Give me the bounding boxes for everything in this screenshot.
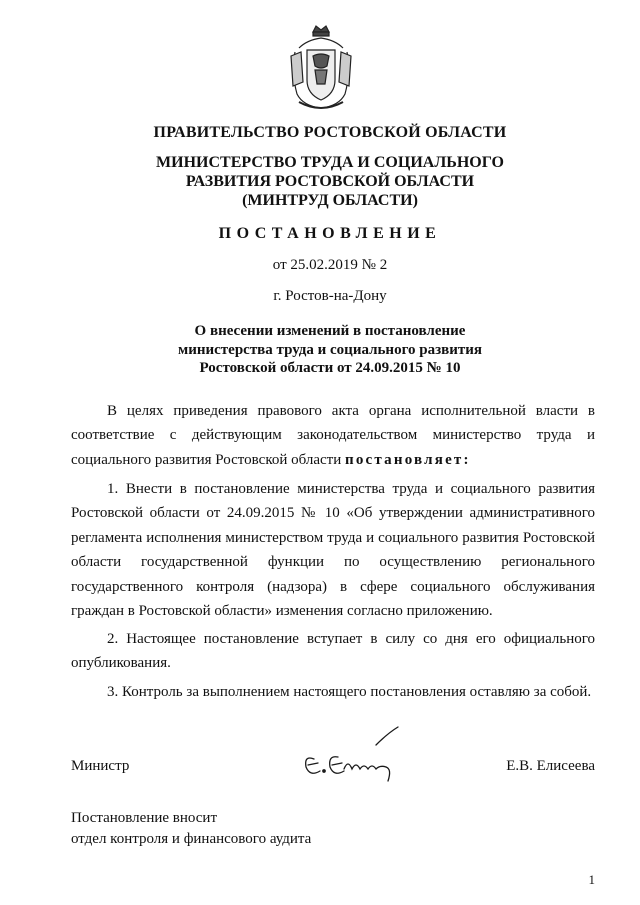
- ministry-short-name: (МИНТРУД ОБЛАСТИ): [242, 192, 418, 209]
- subject-line-2: министерства труда и социального развития: [177, 341, 483, 358]
- decree-word: постановляет:: [345, 451, 471, 468]
- coat-of-arms-icon: [283, 22, 359, 114]
- clause-2: [71, 627, 595, 676]
- clause-3-text: 3. Контроль за выполнением настоящего постановления оставляю за собой.: [107, 684, 592, 700]
- ministry-line-2: РАЗВИТИЯ РОСТОВСКОЙ ОБЛАСТИ: [185, 173, 475, 190]
- ministry-line-1: МИНИСТЕРСТВО ТРУДА И СОЦИАЛЬНОГО: [156, 154, 504, 171]
- document-date-number: от 25.02.2019 № 2: [272, 257, 388, 273]
- document-city: г. Ростов-на-Дону: [273, 288, 387, 304]
- footer-note: [71, 808, 311, 850]
- clause-1: [71, 477, 595, 623]
- signatory-title: Министр: [71, 758, 130, 774]
- preamble-paragraph: [71, 399, 595, 472]
- preamble-text: В целях приведения правового акта органа исполнительной власти в соответствие с действующим законодательством министерство труда и социального развития Ростовской области: [71, 403, 595, 468]
- clause-2-text: 2. Настоящее постановление вступает в силу со дня его официального опубликования.: [71, 631, 595, 672]
- document-type: ПОСТАНОВЛЕНИЕ: [218, 225, 442, 242]
- clause-1-text: 1. Внести в постановление министерства труда и социального развития Ростовской области от 24.09.2015 № 10 «Об утверждении административного регламента исполнения министерством труда и социального развития Ростовской области государственной функции по осуществлению регионального государственного контроля (надзора) в сфере социального обслуживания граждан в Ростовской области» изменения согласно приложению.: [71, 481, 595, 620]
- footer-line-1: Постановление вносит: [71, 810, 218, 826]
- government-title: ПРАВИТЕЛЬСТВО РОСТОВСКОЙ ОБЛАСТИ: [153, 124, 507, 141]
- page-number: 1: [588, 872, 595, 887]
- signatory-name: Е.В. Елисеева: [506, 758, 595, 774]
- footer-line-2: отдел контроля и финансового аудита: [71, 831, 312, 847]
- handwritten-signature: [294, 725, 404, 787]
- document-subject: [60, 322, 600, 378]
- subject-line-1: О внесении изменений в постановление: [194, 323, 466, 339]
- subject-line-3: Ростовской области от 24.09.2015 № 10: [199, 360, 461, 376]
- ministry-title: [60, 153, 600, 210]
- clause-3: [71, 680, 595, 704]
